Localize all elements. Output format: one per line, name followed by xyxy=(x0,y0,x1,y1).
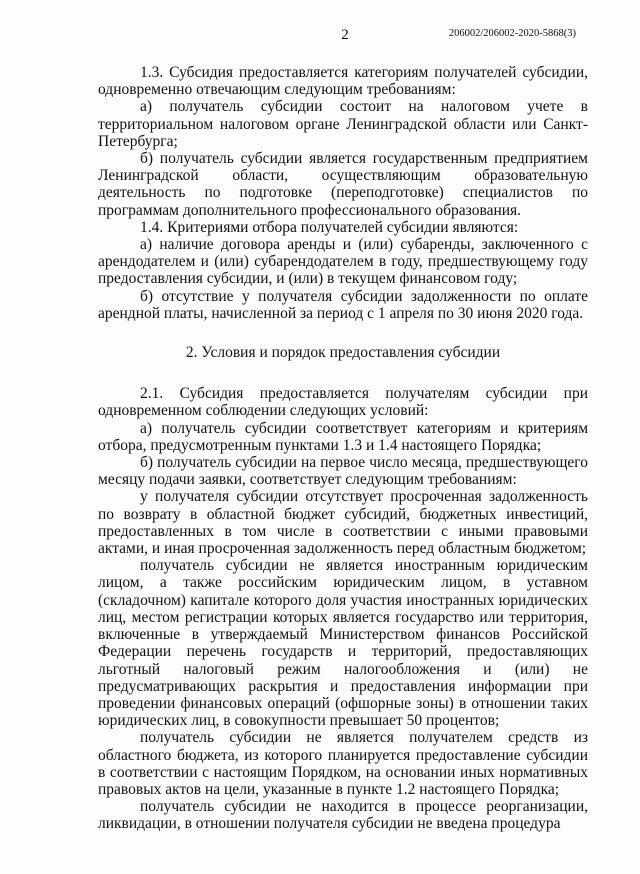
paragraph-1-4-a: а) наличие договора аренды и (или) субаренды, заключенного с арендодателем и (или) субарендодателем в году, предшествующему году предоставления субсидии, и (или) в текущем финансовом году; xyxy=(98,236,588,288)
page-number: 2 xyxy=(341,27,349,43)
requirement-not-foreign-entity: получатель субсидии не является иностранным юридическим лицом, а также российским юридическим лицом, в уставном (складочном) капитале которого доля участия иностранных юридических лиц, местом регистрации которых является государство или территория, включенные в утверждаемый Министерством финансов Российской Федерации перечень государств и территорий, предоставляющих льготный налоговый режим налогообложения и (или) не предусматривающих раскрытия и предоставления информации при проведении финансовых операций (офшорные зоны) в отношении таких юридических лиц, в совокупности превышает 50 процентов; xyxy=(98,557,588,730)
paragraph-2-1-a: а) получатель субсидии соответствует категориям и критериям отбора, предусмотренным пунктами 1.3 и 1.4 настоящего Порядка; xyxy=(98,419,588,454)
paragraph-1-3-a: а) получатель субсидии состоит на налоговом учете в территориальном налоговом органе Ленинградской области или Санкт-Петербурга; xyxy=(98,98,588,150)
document-body xyxy=(98,64,588,833)
requirement-no-overdue-debt: у получателя субсидии отсутствует просроченная задолженность по возврату в областной бюджет субсидий, бюджетных инвестиций, предоставленных в том числе в соответствии с иными правовыми актами, и иная просроченная задолженность перед областным бюджетом; xyxy=(98,488,588,558)
paragraph-1-4: 1.4. Критериями отбора получателей субсидии являются: xyxy=(140,218,519,236)
requirement-no-reorganization: получатель субсидии не находится в процессе реорганизации, ликвидации, в отношении получателя субсидии не введена процедура xyxy=(98,798,588,833)
paragraph-1-3-b: б) получатель субсидии является государственным предприятием Ленинградской области, осуществляющим образовательную деятельность по подготовке (переподготовке) специалистов по программам дополнительного профессионального образования. xyxy=(98,150,588,219)
paragraph-1-3: 1.3. Субсидия предоставляется категориям получателей субсидии, одновременно отвечающим следующим требованиям: xyxy=(98,64,588,99)
document-code: 206002/206002-2020-5868(3) xyxy=(448,28,576,39)
section-heading: 2. Условия и порядок предоставления субсидии xyxy=(185,344,501,362)
requirement-not-other-recipient: получатель субсидии не является получателем средств из областного бюджета, из которого планируется предоставление субсидии в соответствии с настоящим Порядком, на основании иных нормативных правовых актов на цели, указанные в пункте 1.2 настоящего Порядка; xyxy=(98,729,588,798)
paragraph-1-4-b: б) отсутствие у получателя субсидии задолженности по оплате арендной платы, начисленной за период с 1 апреля по 30 июня 2020 года. xyxy=(98,287,588,322)
paragraph-2-1: 2.1. Субсидия предоставляется получателям субсидии при одновременном соблюдении следующих условий: xyxy=(98,385,588,420)
paragraph-2-1-b: б) получатель субсидии на первое число месяца, предшествующего месяцу подачи заявки, соответствует следующим требованиям: xyxy=(98,454,588,489)
